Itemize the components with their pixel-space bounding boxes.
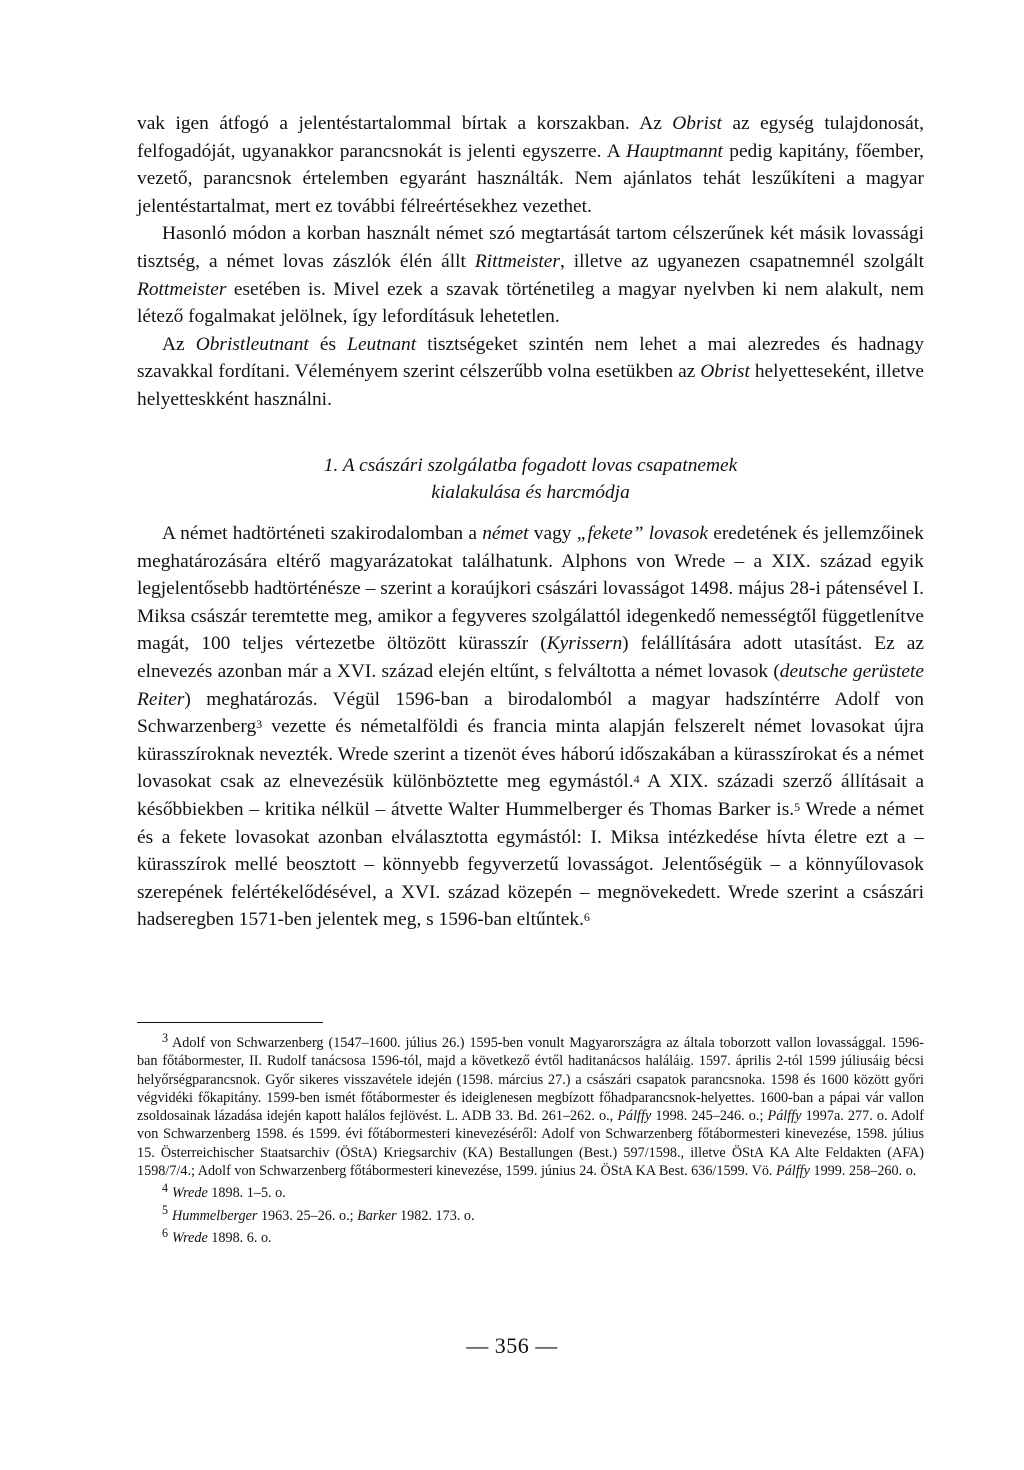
paragraph-text-run: , illetve az ugyanezen csapatnemnél szolgált — [559, 250, 924, 272]
footnote-number: 6 — [162, 1225, 169, 1240]
intro-text-block — [137, 110, 924, 414]
paragraph-text-run: helyetteseként, illetve helyetteskként használni. — [137, 361, 924, 410]
paragraph-intro-3 — [137, 331, 924, 414]
paragraph-italic-term: „fekete” lovasok — [576, 523, 708, 544]
paragraph-text-run: eredetének és jellemzőinek meghatározására eltérő magyarázatokat találhatunk. Alphons von Wrede – a XIX. század egyik legjelentősebb hadtörténésze – szerint a koraújkori császári lovasságot 1498. május 28-i pátensével I. Miksa császár teremtette meg, amikor a fegyveres szolgálattól idegenkedő nemességtől függetlenítve magát, 100 teljes vértezetbe öltözött kürasszír ( — [137, 523, 924, 655]
footnote-reference: 3 — [256, 716, 263, 731]
footnote-reference: 5 — [794, 799, 801, 814]
footnote-number: 5 — [162, 1203, 169, 1218]
footnote-italic-term: Pálffy — [776, 1163, 810, 1180]
paragraph-text-run: az egység tulajdonosát, felfogadóját, ugyanakkor parancsnokát is jelenti egyszerre. A — [137, 113, 924, 162]
footnote-text-run: 1999. 258–260. o. — [809, 1163, 917, 1180]
footnote-4 — [137, 1180, 924, 1202]
paragraph-intro-2 — [137, 220, 924, 330]
footnote-italic-term: Wrede — [172, 1229, 208, 1246]
footnote-separator — [137, 1022, 323, 1023]
footnote-italic-term: Pálffy — [767, 1108, 802, 1125]
paragraph-text-run: Wrede a német és a fekete lovasokat azonban elválasztotta egymástól: I. Miksa intézkedése hívta életre ezt a – kürasszírok mellé beosztott – könnyebb fegyverzetű lovasságot. Jelentőségük – a könnyűlovasok szerepének felértékelődésével, a XVI. század közepén – megnövekedett. Wrede szerint a császári hadseregben 1571-ben jelentek meg, s 1596-ban eltűntek. — [137, 798, 924, 931]
footnote-reference: 6 — [583, 910, 590, 925]
paragraph-text-run: vak igen átfogó a jelentéstartalommal bírtak a korszakban. Az — [137, 113, 673, 134]
footnotes — [137, 1030, 924, 1251]
paragraph-italic-term: Rottmeister — [137, 278, 227, 300]
footnote-text-run: 1998. 245–246. o.; — [651, 1108, 768, 1125]
page-number: — 356 — — [466, 1333, 558, 1358]
paragraph-text-run: vezette és németalföldi és francia minta alapján felszerelt német lovasokat újra kürasszíroknak nevezték. Wrede szerint a tizenöt éves háború időszakában a kürasszírokat és a német lovasokat csak az elnevezésük különböztette meg egymástól. — [137, 716, 924, 793]
paragraph-section-1 — [137, 520, 924, 934]
paragraph-text-run: ) felállítására adott utasítást. Ez az elnevezés azonban már a XVI. század elején eltűnt, s felváltotta a német lovasok ( — [137, 633, 924, 682]
footnote-text-run: 1898. 6. o. — [207, 1229, 272, 1246]
footnote-text-run: 1898. 1–5. o. — [207, 1185, 286, 1202]
paragraph-text-run: ) meghatározás. Végül 1596-ban a birodalomból a magyar hadszíntérre Adolf von Schwarzenberg — [137, 688, 924, 738]
footnote-text-run: 1982. 173. o. — [396, 1207, 475, 1224]
paragraph-text-run: Az — [162, 333, 196, 355]
paragraph-italic-term: Leutnant — [347, 333, 417, 355]
paragraph-italic-term: deutsche gerüstete Reiter — [137, 660, 924, 710]
paragraph-italic-term: német — [482, 523, 529, 544]
footnote-text-run: Adolf von Schwarzenberg (1547–1600. július 26.) 1595-ben vonult Magyarországra az általa toborzott vallon lovassággal. 1596-ban főtábormester, II. Rudolf tanácsosa 1596-tól, majd a következő évtől haditanácsos haláláig. 1597. április 2-tól 1599 júliusáig bécsi helyőrségparancsnok. Győr sikeres visszavétele idején (1598. március 27.) a császári csapatok parancsnoka. 1598 és 1600 között győri végvidéki főkapitány. 1599-ben ismét főtábormester és ideiglenesen megbízott főhadparancsnok-helyettes. 1600-ban a pápai vár vallon zsoldosainak lázadása idején kapott halálos fejlövést. L. ADB 33. Bd. 261–262. o., — [137, 1035, 924, 1125]
paragraph-italic-term: Obrist — [672, 113, 722, 134]
footnote-italic-term: Pálffy — [617, 1108, 652, 1125]
paragraph-text-run: vagy — [528, 523, 577, 544]
paragraph-text-run: esetében is. Mivel ezek a szavak történetileg a magyar nyelvben ki nem alakult, nem létező fogalmakat jelölnek, így lefordításuk lehetetlen. — [137, 278, 924, 328]
paragraph-text-run: pedig kapitány, főember, vezető, parancsnok értelemben egyaránt használták. Nem ajánlatos tehát leszűkíteni a magyar jelentéstartalmat, mert ez további félreértésekhez vezethet. — [137, 140, 924, 217]
footnote-number: 4 — [162, 1180, 169, 1195]
paragraph-italic-term: Rittmeister — [474, 250, 560, 272]
section-heading-line-1: 1. A császári szolgálatba fogadott lovas csapatnemek — [323, 455, 738, 476]
section-text-block — [137, 520, 924, 934]
paragraph-italic-term: Kyrissern — [546, 633, 623, 655]
footnote-text-run: 1963. 25–26. o.; — [257, 1207, 358, 1224]
section-heading — [137, 452, 924, 506]
footnote-3 — [137, 1030, 924, 1180]
section-heading-line-2: kialakulása és harcmódja — [431, 482, 630, 503]
footnote-number: 3 — [162, 1030, 169, 1045]
footnote-text-run: 1997a. 277. o. Adolf von Schwarzenberg 1598. és 1599. évi főtábormesteri kinevezéséről: Adolf von Schwarzenberg főtábormesteri kinevezése, 1598. július 15. Österreichischer Staatsarchiv (ÖStA) Kriegsarchiv (KA) Bestallungen (Best.) 597/1598., illetve ÖStA KA Alte Feldakten (AFA) 1598/7/4.; Adolf von Schwarzenberg főtábormesteri kinevezése, 1599. június 24. ÖStA KA Best. 636/1599. Vö. — [137, 1108, 924, 1180]
paragraph-text-run: és — [308, 333, 348, 355]
paragraph-text-run: A német hadtörténeti szakirodalomban a — [162, 523, 483, 544]
paragraph-intro-1 — [137, 110, 924, 220]
footnote-italic-term: Barker — [357, 1207, 397, 1224]
paragraph-italic-term: Obrist — [700, 361, 750, 383]
paragraph-text-run: Hasonló módon a korban használt német szó megtartását tartom célszerűnek két másik lovassági tisztség, a német lovas zászlók élén állt — [137, 223, 924, 272]
paragraph-text-run: A XIX. századi szerző állításait a későbbiekben – kritika nélkül – átvette Walter Hummelberger és Thomas Barker is. — [137, 771, 924, 820]
footnote-italic-term: Wrede — [172, 1185, 208, 1202]
footnote-reference: 4 — [633, 772, 640, 787]
footnote-6 — [137, 1225, 924, 1247]
paragraph-text-run: tisztségeket szintén nem lehet a mai alezredes és hadnagy szavakkal fordítani. Véleményem szerint célszerűbb volna esetükben az — [137, 333, 924, 383]
paragraph-italic-term: Obristleutnant — [195, 333, 309, 355]
footnote-italic-term: Hummelberger — [172, 1207, 258, 1224]
paragraph-italic-term: Hauptmannt — [625, 140, 723, 162]
footnote-5 — [137, 1203, 924, 1225]
